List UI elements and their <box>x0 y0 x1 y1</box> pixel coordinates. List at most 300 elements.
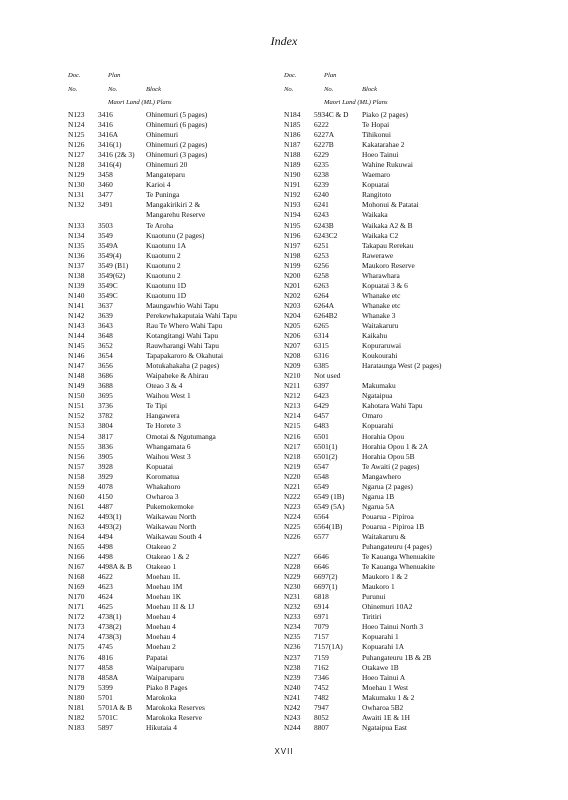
doc-number: N150 <box>68 391 85 401</box>
block-name: Kuaotunu 2 <box>146 270 181 280</box>
block-name: Pouarua - Pipiroa 1B <box>362 521 425 531</box>
plan-number: 4494 <box>98 531 113 541</box>
doc-number: N148 <box>68 371 85 381</box>
block-name: Otakeao 2 <box>146 542 177 552</box>
table-row <box>68 482 318 492</box>
block-name: Te Horete 3 <box>146 421 181 431</box>
doc-header: Doc. <box>68 72 81 79</box>
plan-number: 6646 <box>314 562 329 572</box>
plan-number: 3656 <box>98 361 113 371</box>
table-row <box>284 421 534 431</box>
block-name: Kopuarahi 1 <box>362 632 399 642</box>
table-row <box>284 271 534 281</box>
block-name: Rangitoto <box>362 190 392 200</box>
doc-number: N218 <box>284 451 301 461</box>
doc-number: N207 <box>284 341 301 351</box>
block-name: Te Aroha <box>146 220 174 230</box>
doc-number: N231 <box>284 592 301 602</box>
table-row <box>284 452 534 462</box>
block-name: Hoeo Tainui <box>362 150 399 160</box>
block-name: Rawerawe <box>362 250 394 260</box>
table-row <box>68 552 318 562</box>
plan-number: 8807 <box>314 722 329 732</box>
table-row <box>284 442 534 452</box>
table-row <box>284 391 534 401</box>
table-row <box>284 251 534 261</box>
plan-number: 6818 <box>314 592 329 602</box>
block-name: Moehau 1K <box>146 592 182 602</box>
table-row <box>68 582 318 592</box>
doc-number: N134 <box>68 230 85 240</box>
plan-number: 3491 <box>98 200 113 210</box>
block-name: Waitakaruru <box>362 320 399 330</box>
doc-number: N133 <box>68 220 85 230</box>
table-row <box>284 482 534 492</box>
plan-number: 3905 <box>98 451 113 461</box>
doc-number: N185 <box>284 120 301 130</box>
block-name: Maukoro 1 & 2 <box>362 572 408 582</box>
doc-number: N204 <box>284 310 301 320</box>
doc-number: N138 <box>68 270 85 280</box>
doc-number: N237 <box>284 652 301 662</box>
plan-number: 3695 <box>98 391 113 401</box>
doc-number: N130 <box>68 180 85 190</box>
table-row <box>284 622 534 632</box>
table-row <box>284 210 534 220</box>
doc-number: N242 <box>284 702 301 712</box>
doc-number: N136 <box>68 250 85 260</box>
block-name: Waikaka A2 & B <box>362 220 413 230</box>
doc-number: N149 <box>68 381 85 391</box>
plan-number: 3652 <box>98 341 113 351</box>
doc-number: N180 <box>68 692 85 702</box>
doc-number: N236 <box>284 642 301 652</box>
plan-number: 7157 <box>314 632 329 642</box>
table-row <box>68 642 318 652</box>
plan-number: 3416(1) <box>98 140 122 150</box>
table-row <box>284 432 534 442</box>
plan-number: 7079 <box>314 622 329 632</box>
block-name: Ngataipua <box>362 391 393 401</box>
block-name: Harataunga West (2 pages) <box>362 361 442 371</box>
doc-number: N169 <box>68 582 85 592</box>
block-name: Ohinemuri (5 pages) <box>146 110 208 119</box>
plan-number: 7159 <box>314 652 329 662</box>
doc-number: N153 <box>68 421 85 431</box>
table-row <box>68 311 318 321</box>
table-row <box>68 622 318 632</box>
block-name: Makumaku <box>362 381 396 391</box>
plan-number: 6457 <box>314 411 329 421</box>
block-name: Hoeo Tainui North 3 <box>362 622 424 632</box>
table-row <box>68 361 318 371</box>
plan-number: 4493(2) <box>98 521 122 531</box>
doc-number: N196 <box>284 230 301 240</box>
table-row <box>284 110 534 120</box>
page-number: XVII <box>274 747 294 756</box>
doc-number: N232 <box>284 602 301 612</box>
right-table <box>284 110 534 733</box>
plan-number: 6229 <box>314 150 329 160</box>
doc-number: N241 <box>284 692 301 702</box>
doc-number: N230 <box>284 582 301 592</box>
block-name: Koukourahi <box>362 351 398 361</box>
table-row <box>68 562 318 572</box>
doc-number: N226 <box>284 531 301 541</box>
plan-number: 4078 <box>98 481 113 491</box>
block-name: Waihou West 3 <box>146 451 191 461</box>
plan-number: 3416 <box>98 120 113 130</box>
table-row <box>284 642 534 652</box>
plan-number: 3654 <box>98 351 113 361</box>
doc-number: N128 <box>68 160 85 170</box>
plan-number: 6258 <box>314 270 329 280</box>
block-header: Block <box>362 86 378 93</box>
plan-number: 3549(4) <box>98 250 122 260</box>
table-row <box>68 592 318 602</box>
doc-number: N210 <box>284 371 301 381</box>
table-row <box>284 582 534 592</box>
block-name: Ohinemuri (2 pages) <box>146 140 208 150</box>
plan-number: 7346 <box>314 672 329 682</box>
table-row <box>284 703 534 713</box>
plan-number: 6253 <box>314 250 329 260</box>
plan-number: 4738(2) <box>98 622 122 632</box>
doc-number: N233 <box>284 612 301 622</box>
doc-number: N216 <box>284 431 301 441</box>
table-row <box>284 221 534 231</box>
plan-number: 6646 <box>314 552 329 562</box>
plan-number: 6251 <box>314 240 329 250</box>
block-name: Moehau 2 <box>146 642 176 652</box>
plan-number: 6971 <box>314 612 329 622</box>
block-name: Kuaotunu 1D <box>146 290 187 300</box>
block-name: Whanake etc <box>362 300 401 310</box>
doc-number: N187 <box>284 140 301 150</box>
table-row <box>68 693 318 703</box>
plan-number: 6697(1) <box>314 582 338 592</box>
block-name: Te Tipi <box>146 401 168 411</box>
table-row <box>284 673 534 683</box>
left-table <box>68 110 318 733</box>
doc-number: N123 <box>68 110 85 119</box>
doc-number: N142 <box>68 310 85 320</box>
table-row <box>68 110 318 120</box>
plan-number: 4816 <box>98 652 113 662</box>
table-row <box>68 411 318 421</box>
table-row <box>284 462 534 472</box>
plan-number: 3736 <box>98 401 113 411</box>
table-row <box>284 291 534 301</box>
block-name: Mohonui & Patatai <box>362 200 419 210</box>
block-name: Te Puninga <box>146 190 180 200</box>
block-name: Mangakirikiri 2 & <box>146 200 201 210</box>
block-name: Karioi 4 <box>146 180 171 190</box>
block-name: Kahotara Wahi Tapu <box>362 401 423 411</box>
table-row <box>68 341 318 351</box>
plan-number: 3503 <box>98 220 113 230</box>
block-name: Makumaku 1 & 2 <box>362 692 415 702</box>
table-row <box>68 432 318 442</box>
plan-number: 6429 <box>314 401 329 411</box>
table-row <box>68 351 318 361</box>
doc-number: N222 <box>284 491 301 501</box>
table-row <box>68 532 318 542</box>
plan-number: 4625 <box>98 602 113 612</box>
table-row <box>68 673 318 683</box>
table-row <box>284 572 534 582</box>
block-name: Owharoa 5B2 <box>362 702 404 712</box>
plan-number: 6564 <box>314 511 329 521</box>
block-name: Moehau 1I & 1J <box>146 602 195 612</box>
table-row <box>68 723 318 733</box>
table-row <box>284 200 534 210</box>
table-row <box>284 261 534 271</box>
block-name: Waikaka C2 <box>362 230 399 240</box>
plan-number: 3416 <box>98 110 113 119</box>
plan-number: 6265 <box>314 320 329 330</box>
block-name: Wharawhara <box>362 270 400 280</box>
table-row <box>68 180 318 190</box>
table-row <box>68 291 318 301</box>
doc-number: N198 <box>284 250 301 260</box>
doc-number: N141 <box>68 300 85 310</box>
right-column <box>284 72 534 733</box>
block-name: Kopuatai 3 & 6 <box>362 280 408 290</box>
table-row <box>284 512 534 522</box>
doc-number: N200 <box>284 270 301 280</box>
table-row <box>68 241 318 251</box>
table-row <box>284 311 534 321</box>
plan-number: 3643 <box>98 320 113 330</box>
block-name: Kopuarahi 1A <box>362 642 405 652</box>
block-name: Otakawe 1B <box>362 662 399 672</box>
plan-number: 3549 (B1) <box>98 260 129 270</box>
block-name: Otakeao 1 <box>146 562 177 572</box>
block-name: Kuaotunu 1A <box>146 240 187 250</box>
block-name: Ohinemuri <box>146 130 179 140</box>
doc-number: N238 <box>284 662 301 672</box>
table-row <box>68 492 318 502</box>
doc-number: N235 <box>284 632 301 642</box>
block-name: Ohinemuri 20 <box>146 160 188 170</box>
block-name: Awaiti 1E & 1H <box>362 712 410 722</box>
plan-number: 6697(2) <box>314 572 338 582</box>
block-name: Whangamata 6 <box>146 441 191 451</box>
table-row <box>68 713 318 723</box>
doc-number: N240 <box>284 682 301 692</box>
table-row <box>68 522 318 532</box>
table-row <box>68 542 318 552</box>
block-name: Otakeao 1 & 2 <box>146 552 190 562</box>
doc-number: N132 <box>68 200 85 210</box>
table-row <box>68 632 318 642</box>
block-name: Kakatarahae 2 <box>362 140 405 150</box>
table-row <box>68 200 318 210</box>
block-name: Rauwharangi Wahi Tapu <box>146 341 219 351</box>
doc-number: N182 <box>68 712 85 722</box>
plan-number: 7947 <box>314 702 329 712</box>
block-name: Horahia Opou <box>362 431 405 441</box>
plan-number: 3639 <box>98 310 113 320</box>
doc-number: N219 <box>284 461 301 471</box>
doc-number: N145 <box>68 341 85 351</box>
block-name: Koromatua <box>146 471 180 481</box>
doc-number: N191 <box>284 180 301 190</box>
doc-number: N243 <box>284 712 301 722</box>
table-row <box>284 653 534 663</box>
table-row <box>68 271 318 281</box>
block-name: Papatai <box>146 652 168 662</box>
table-row <box>284 281 534 291</box>
plan-number: 6256 <box>314 260 329 270</box>
doc-number: N194 <box>284 210 301 220</box>
table-row <box>68 421 318 431</box>
table-row <box>68 612 318 622</box>
plan-number: 3686 <box>98 371 113 381</box>
doc-number: N176 <box>68 652 85 662</box>
block-name: Moehau 1 West <box>362 682 409 692</box>
plan-number: 3836 <box>98 441 113 451</box>
plan-number: 3637 <box>98 300 113 310</box>
block-name: Moehau 1M <box>146 582 183 592</box>
right-column-header <box>284 72 534 110</box>
table-row <box>68 130 318 140</box>
block-name: Maukoro 1 <box>362 582 395 592</box>
block-name: Purunui <box>362 592 386 602</box>
doc-number: N160 <box>68 491 85 501</box>
block-name: Omotai & Ngutumanga <box>146 431 216 441</box>
plan-number: 3416 (2& 3) <box>98 150 135 160</box>
table-row <box>284 231 534 241</box>
doc-no-header: No. <box>68 86 78 93</box>
block-name: Tihikonui <box>362 130 391 140</box>
doc-number: N165 <box>68 542 85 552</box>
left-column <box>68 72 318 733</box>
doc-number: N195 <box>284 220 301 230</box>
plan-number: 6243C2 <box>314 230 338 240</box>
doc-number: N163 <box>68 521 85 531</box>
table-row <box>284 592 534 602</box>
block-name: Whanake etc <box>362 290 401 300</box>
plan-number: 3460 <box>98 180 113 190</box>
block-name: Kuaotunu 2 <box>146 250 181 260</box>
doc-number: N229 <box>284 572 301 582</box>
doc-number: N172 <box>68 612 85 622</box>
doc-header: Doc. <box>284 72 297 79</box>
table-row <box>284 663 534 673</box>
table-row <box>68 190 318 200</box>
block-name: Pouarua - Pipiroa <box>362 511 414 521</box>
doc-number: N159 <box>68 481 85 491</box>
table-row <box>68 452 318 462</box>
table-row <box>284 120 534 130</box>
block-name: Puhangateuru 1B & 2B <box>362 652 432 662</box>
block-name: Hoeo Tainui A <box>362 672 406 682</box>
block-name: Perekewhakaputaia Wahi Tapu <box>146 310 237 320</box>
plan-number: 3549 <box>98 230 113 240</box>
doc-number: N201 <box>284 280 301 290</box>
table-row <box>284 612 534 622</box>
table-row <box>284 140 534 150</box>
block-name: Kopuatai <box>362 180 390 190</box>
plan-number: 3549C <box>98 280 118 290</box>
doc-number: N224 <box>284 511 301 521</box>
table-row <box>284 683 534 693</box>
block-name: Mangawhero <box>362 471 401 481</box>
page-title: Index <box>270 34 298 48</box>
plan-number: 3817 <box>98 431 113 441</box>
block-name: Mangateparu <box>146 170 185 180</box>
plan-number: 6577 <box>314 531 329 541</box>
doc-number: N208 <box>284 351 301 361</box>
table-row <box>284 341 534 351</box>
doc-number: N189 <box>284 160 301 170</box>
plan-number: 7162 <box>314 662 329 672</box>
plan-number: 6423 <box>314 391 329 401</box>
plan-number: 3648 <box>98 331 113 341</box>
plan-number: 3549C <box>98 290 118 300</box>
table-row <box>68 261 318 271</box>
block-name: Moehau 4 <box>146 632 176 642</box>
plan-number: 6501(1) <box>314 441 338 451</box>
table-row <box>68 381 318 391</box>
doc-no-header: No. <box>284 86 294 93</box>
doc-number: N173 <box>68 622 85 632</box>
block-name: Kuaotunu (2 pages) <box>146 230 205 240</box>
doc-number: N217 <box>284 441 301 451</box>
plan-no-header: No. <box>108 86 118 93</box>
doc-number: N213 <box>284 401 301 411</box>
block-name: Maungawhio Wahi Tapu <box>146 300 219 310</box>
plan-number: 4624 <box>98 592 113 602</box>
table-row <box>68 281 318 291</box>
block-name: Waiparuparu <box>146 662 184 672</box>
doc-number: N184 <box>284 110 301 119</box>
plan-number: 7157(1A) <box>314 642 343 652</box>
block-name: Ohinemuri 10A2 <box>362 602 413 612</box>
block-name: Horahia Opou 5B <box>362 451 415 461</box>
plan-number: 6397 <box>314 381 329 391</box>
table-row <box>284 371 534 381</box>
doc-number: N174 <box>68 632 85 642</box>
block-name: Kopuatai <box>146 461 174 471</box>
table-row <box>284 411 534 421</box>
table-row <box>284 180 534 190</box>
table-row <box>284 602 534 612</box>
doc-number: N146 <box>68 351 85 361</box>
block-name: Te Kauanga Whenuakite <box>362 552 435 562</box>
plan-number: 3458 <box>98 170 113 180</box>
plan-no-header: No. <box>324 86 334 93</box>
table-row <box>68 170 318 180</box>
block-name: Horahia Opou 1 & 2A <box>362 441 429 451</box>
plan-number: 6549 (1B) <box>314 491 345 501</box>
block-name: Whanake 3 <box>362 310 396 320</box>
doc-number: N157 <box>68 461 85 471</box>
doc-number: N199 <box>284 260 301 270</box>
block-name: Moehau 1L <box>146 572 181 582</box>
block-name: Takapau Rerekau <box>362 240 414 250</box>
table-row <box>284 401 534 411</box>
block-name: Motukahakaha (2 pages) <box>146 361 220 371</box>
plan-number: 6316 <box>314 351 329 361</box>
table-row <box>284 361 534 371</box>
block-name: Marokoka Reserves <box>146 702 205 712</box>
table-row <box>284 301 534 311</box>
table-row <box>284 381 534 391</box>
block-name: Omaro <box>362 411 383 421</box>
